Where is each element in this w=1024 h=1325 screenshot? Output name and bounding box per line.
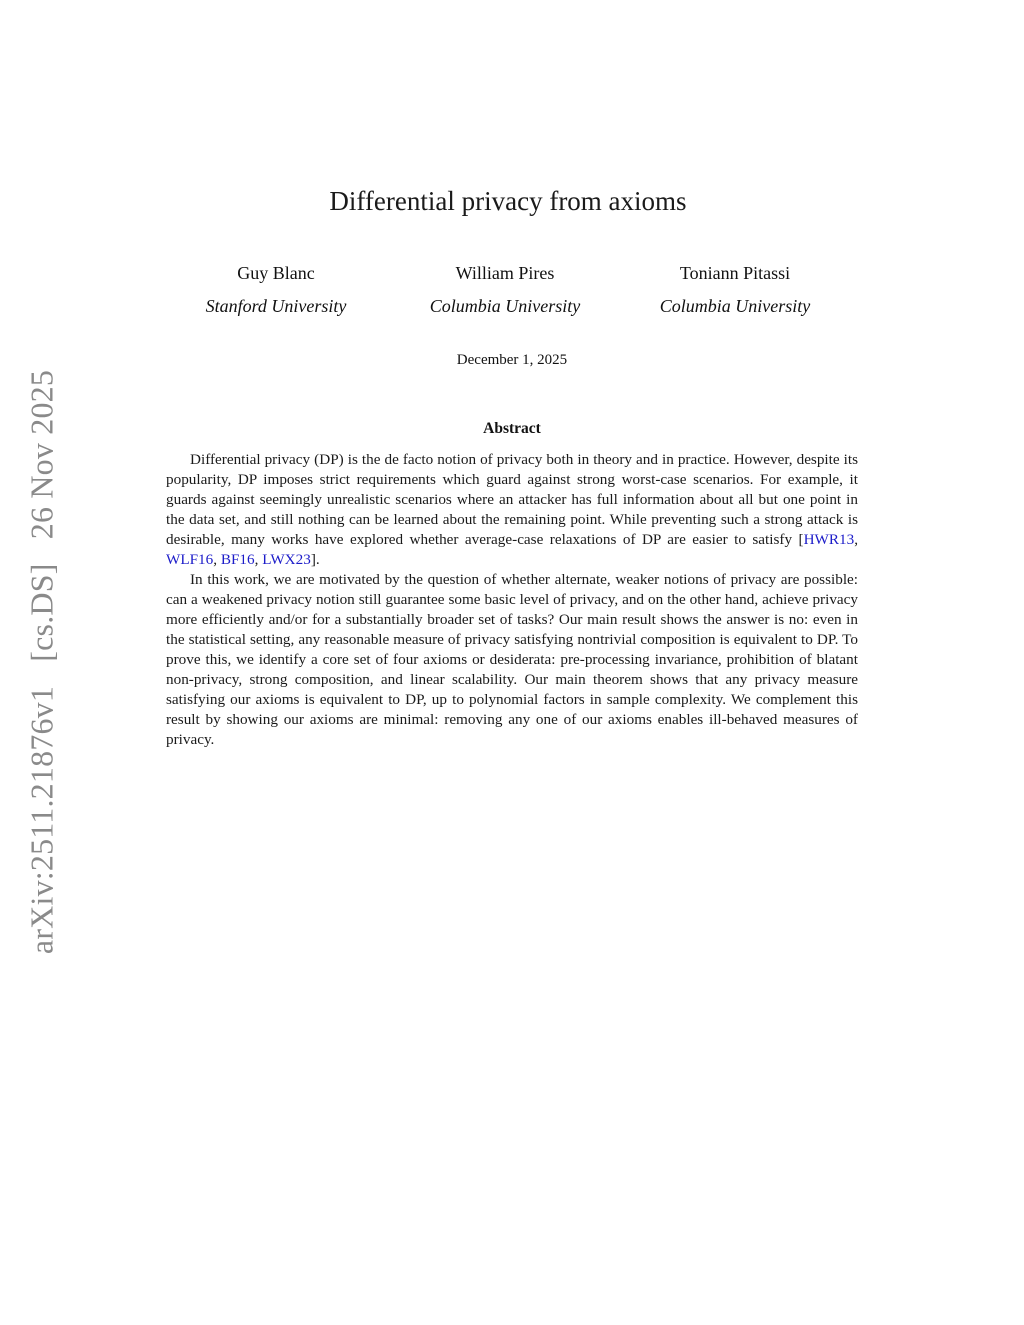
author-affiliation: Columbia University [429,296,581,316]
citation-separator: , [254,551,263,568]
author-block [385,262,625,317]
citation-separator: , [854,531,858,548]
author-affiliation: Columbia University [659,296,811,316]
arxiv-category: [cs.DS] [23,563,60,662]
author-name: Toniann Pitassi [679,263,791,283]
author-block [156,262,396,317]
abstract-body [166,450,858,750]
citation-link[interactable]: WLF16 [166,551,214,568]
abstract-heading: Abstract [483,420,541,437]
arxiv-sidebar-stamp [24,362,61,962]
citation-link[interactable]: BF16 [220,551,255,568]
paper-title: Differential privacy from axioms [329,186,687,216]
arxiv-date: 26 Nov 2025 [23,369,60,540]
author-affiliation: Stanford University [205,296,347,316]
abstract-paragraph-2: In this work, we are motivated by the question of whether alternate, weaker notions of privacy are possible: can a weakened privacy notion still guarantee some basic level of privacy, and on the other hand, achieve privacy more efficiently and/or for a substantially broader set of tasks? Our main result shows the answer is no: even in the statistical setting, any reasonable measure of privacy satisfying nontrivial composition is equivalent to DP. To prove this, we identify a core set of four axioms or desiderata: pre-processing invariance, prohibition of blatant non-privacy, strong composition, and linear scalability. Our main theorem shows that any privacy measure satisfying our axioms is equivalent to DP, up to polynomial factors in sample complexity. We complement this result by showing our axioms are minimal: removing any one of our axioms enables ill-behaved measures of privacy. [166,571,858,748]
author-name: Guy Blanc [237,263,315,283]
citation-close-bracket: ]. [310,551,320,568]
author-block [615,262,855,317]
arxiv-id: arXiv:2511.21876v1 [23,685,60,955]
citation-link[interactable]: HWR13 [803,531,855,548]
author-name: William Pires [455,263,555,283]
citation-open-bracket: [ [798,531,804,548]
abstract-paragraph-1 [166,450,858,570]
abstract-paragraph-1-text: Differential privacy (DP) is the de facto notion of privacy both in theory and in practice. However, despite its popularity, DP imposes strict requirements which guard against strong worst-case scenarios. For example, it guards against seemingly unrealistic scenarios where an attacker has full information about all but one point in the data set, and still nothing can be learned about the remaining point. While preventing such a strong attack is desirable, many works have explored whether average-case relaxations of DP are easier to satisfy [166,451,858,548]
citation-separator: , [213,551,221,568]
citation-link[interactable]: LWX23 [262,551,311,568]
paper-date: December 1, 2025 [456,352,568,368]
